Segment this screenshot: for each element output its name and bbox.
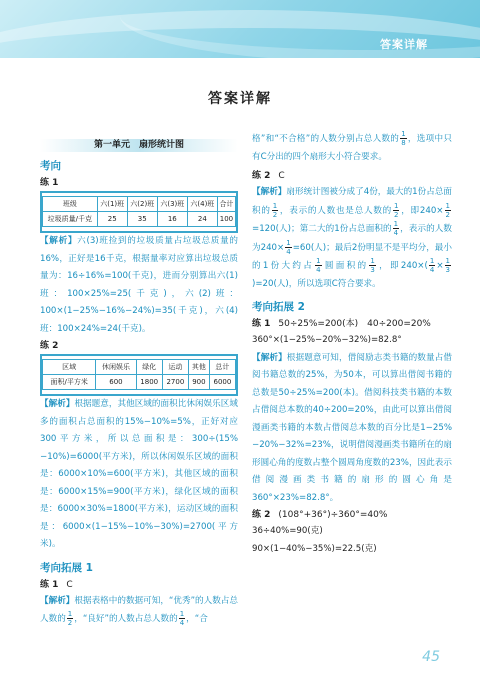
analysis-5: 【解析】根据题意可知，借阅励志类书籍的数量占借阅书籍总数的25%，为50本，可以算出借阅书籍的总数是50÷25%=200(本)。借阅科技类书籍的本数占借阅总本数的40÷200=20%，由此可以算出借阅漫画类书籍的本数占借阅总本数的百分比是1−25%−20%−32%=23%，说明借阅漫画类书籍所在的扇形圆心角的度数占整个圆周角度数的23%，因此表示借阅漫画类书籍的扇形的圆心角是360°×23%=82.8°。 — [252, 352, 452, 503]
table-cell: 600 — [96, 375, 136, 390]
table-cell: 2700 — [162, 375, 188, 390]
left-column — [40, 128, 238, 629]
exercise-label: 练 2 C — [252, 171, 285, 181]
page-number: 45 — [422, 649, 440, 665]
table-cell: 25 — [97, 212, 127, 227]
analysis-3: 【解析】根据表格中的数据可知，“优秀”的人数占总人数的 $\frac{1}{2}$ ，“良好”的人数占总人数的 $\frac{1}{4}$ ，“合 — [40, 595, 238, 627]
table-cell: 运动 — [162, 360, 188, 375]
fraction-1-4: $\frac{1}{4}$ — [316, 257, 321, 274]
table-row — [43, 197, 236, 212]
table-cell: 班级 — [43, 197, 98, 212]
table-cell: 绿化 — [136, 360, 162, 375]
table-cell: 六(4)班 — [187, 197, 217, 212]
answer-line: 90×(1−40%−35%)=22.5(克) — [252, 543, 377, 554]
unit-title: 第一单元 扇形统计图 — [40, 139, 238, 152]
fraction-1-4: $\frac{1}{4}$ — [179, 610, 185, 627]
fraction-1-2: $\frac{1}{2}$ — [67, 610, 73, 627]
exercise-label: 练 1 — [40, 178, 59, 188]
table-cell: 面积/平方米 — [43, 375, 96, 390]
table-row — [43, 212, 236, 227]
analysis-4: 【解析】扇形统计图被分成了4份，最大的1份占总面积的 $\frac{1}{2}$ ，表示的人数也是总人数的 $\frac{1}{2}$ ，即240× $\frac{1}{2}$ =120(人)；第二大的1份占总面积的 $\frac{1}{4}$ ，表示的人数为240× $\frac{1}{4}$ =60(人)；最后2份明显不是平均分，最小的1份大约占 $\frac{1}{4}$ 圆面积的 $\frac{1}{3}$ ，即240×( $\frac{1}{4}$ × $\frac{1}{3}$ )=20(人)，所以选项C符合要求。 — [252, 187, 453, 289]
fraction-1-4: $\frac{1}{4}$ — [286, 238, 291, 256]
table-cell: 6000 — [209, 375, 235, 390]
right-column — [252, 128, 452, 558]
table-cell: 16 — [157, 212, 187, 227]
table-cell: 100 — [217, 212, 235, 227]
table-row — [43, 360, 236, 375]
table-cell: 24 — [187, 212, 217, 227]
area-table — [40, 354, 238, 396]
fraction-1-2: $\frac{1}{2}$ — [394, 201, 399, 219]
fraction-1-3: $\frac{1}{3}$ — [370, 257, 375, 274]
table-row — [43, 375, 236, 390]
table-cell: 900 — [188, 375, 209, 390]
fraction-1-2: $\frac{1}{2}$ — [272, 201, 278, 219]
table-cell: 六(3)班 — [157, 197, 187, 212]
answer-line: 36÷40%=90(克) — [252, 526, 323, 536]
fraction-1-8: $\frac{1}{8}$ — [401, 130, 406, 147]
garbage-table — [40, 191, 238, 233]
section-kaoxiang: 考向 — [40, 160, 61, 172]
table-cell: 合计 — [217, 197, 235, 212]
table-cell: 总计 — [209, 360, 235, 375]
fraction-1-4: $\frac{1}{4}$ — [429, 257, 435, 274]
table-cell: 六(1)班 — [97, 197, 127, 212]
table-cell: 区域 — [43, 360, 96, 375]
table-cell: 垃圾质量/千克 — [43, 212, 98, 227]
table-cell: 休闲娱乐 — [96, 360, 136, 375]
exercise-label: 练 2 (108°+36°)÷360°=40% — [252, 510, 388, 520]
fraction-1-3: $\frac{1}{3}$ — [445, 257, 450, 274]
section-kaoxiang-tuozhan-1: 考向拓展 1 — [40, 561, 93, 574]
table-cell: 35 — [127, 212, 157, 227]
section-kaoxiang-tuozhan-2: 考向拓展 2 — [252, 301, 305, 313]
header-band — [0, 0, 480, 58]
fraction-1-2: $\frac{1}{2}$ — [445, 201, 450, 219]
exercise-label: 练 1 50÷25%=200(本) 40÷200=20% — [252, 319, 431, 329]
analysis-1: 【解析】六(3)班捡到的垃圾质量占垃圾总质量的16%，正好是16千克，根据量率对应算出垃圾总质量为：16÷16%=100(千克)，进而分别算出六(1)班：100×25%=25(千克)，六(2)班：100×(1−25%−16%−24%)=35(千克)，六(4)班：100×24%=24(千克)。 — [40, 236, 238, 334]
header-label: 答案详解 — [380, 38, 428, 51]
exercise-label: 练 2 — [40, 341, 59, 351]
table-cell: 六(2)班 — [127, 197, 157, 212]
fraction-1-4: $\frac{1}{4}$ — [393, 220, 399, 237]
answer-line: 360°×(1−25%−20%−32%)=82.8° — [252, 335, 402, 345]
analysis-3-cont: 格”和“不合格”的人数分别占总人数的 $\frac{1}{8}$ ，选项中只有C分出的四个扇形大小符合要求。 — [252, 130, 452, 162]
table-cell: 其他 — [188, 360, 209, 375]
exercise-label: 练 1 C — [40, 579, 73, 590]
page-title: 答案详解 — [208, 91, 272, 107]
table-cell: 1800 — [136, 375, 162, 390]
analysis-2: 【解析】根据题意，其他区域的面积比休闲娱乐区域多的面积占总面积的15%−10%=5%，正好对应300平方米，所以总面积是：300÷(15%−10%)=6000(平方米)，所以休闲娱乐区域的面积是：6000×10%=600(平方米)，其他区域的面积是：6000×15%=900(平方米)，绿化区域的面积是：6000×30%=1800(平方米)，运动区域的面积是：6000×(1−15%−10%−30%)=2700(平方米)。 — [40, 399, 238, 549]
